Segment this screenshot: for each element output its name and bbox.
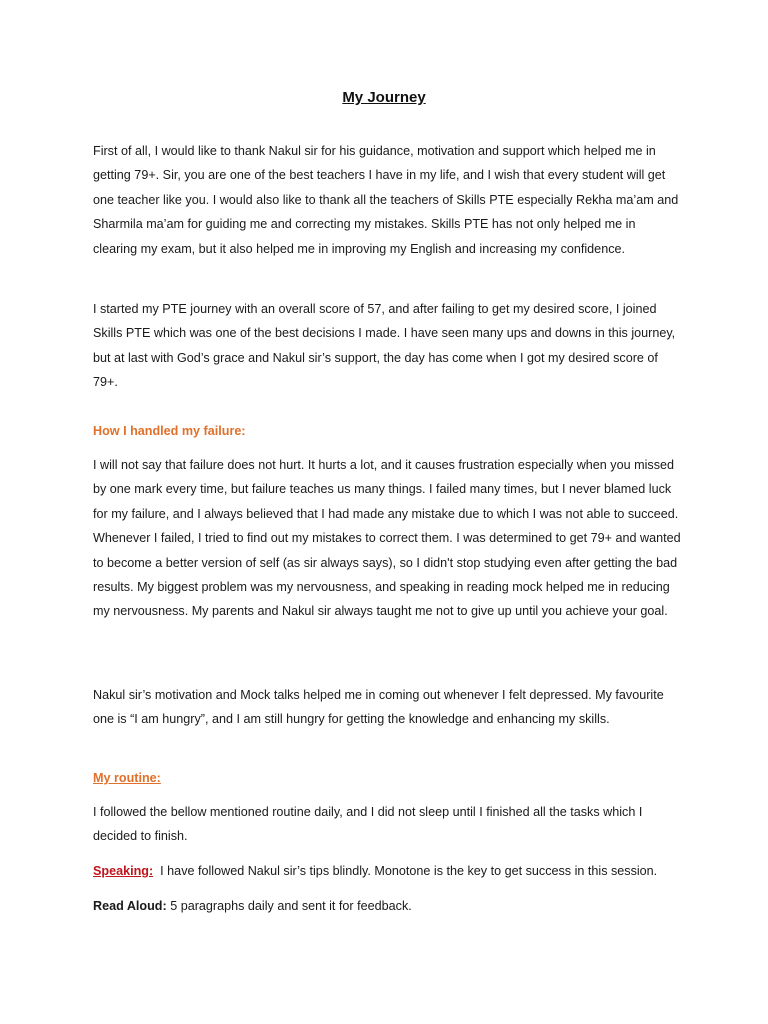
read-aloud-text: 5 paragraphs daily and sent it for feedback. [166, 899, 412, 913]
document-title: My Journey [342, 89, 426, 106]
read-aloud-line [93, 894, 681, 918]
paragraph-journey-start: I started my PTE journey with an overall score of 57, and after failing to get my desired score, I joined Skills PTE which was one of the best decisions I made. I have seen many ups and downs in this journey, but at last with God’s grace and Nakul sir’s support, the day has come when I got my desired score of 79+. [93, 302, 676, 390]
heading-handled-failure: How I handled my failure: [93, 424, 246, 438]
speaking-line [93, 859, 681, 883]
paragraph-motivation: Nakul sir’s motivation and Mock talks helped me in coming out whenever I felt depressed. My favourite one is “I am hungry”, and I am still hungry for getting the knowledge and enhancing my skills. [93, 688, 664, 727]
speaking-text: I have followed Nakul sir’s tips blindly. Monotone is the key to get success in this session. [153, 864, 658, 878]
read-aloud-label: Read Aloud: [93, 899, 167, 913]
paragraph-thanks: First of all, I would like to thank Nakul sir for his guidance, motivation and support which helped me in getting 79+. Sir, you are one of the best teachers I have in my life, and I wish that every student will get one teacher like you. I would also like to thank all the teachers of Skills PTE especially Rekha ma’am and Sharmila ma’am for guiding me and correcting my mistakes. Skills PTE has not only helped me in clearing my exam, but it also helped me in improving my English and increasing my confidence. [93, 144, 679, 256]
paragraph-failure: I will not say that failure does not hurt. It hurts a lot, and it causes frustration especially when you missed by one mark every time, but failure teaches us many things. I failed many times, but I never blamed luck for my failure, and I always believed that I had made any mistake due to which I was not able to succeed. Whenever I failed, I tried to find out my mistakes to correct them. I was determined to get 79+ and wanted to become a better version of self (as sir always says), so I didn't stop studying even after getting the bad results. My biggest problem was my nervousness, and speaking in reading mock helped me in reducing my nervousness. My parents and Nakul sir always taught me not to give up until you achieve your goal. [93, 458, 681, 619]
heading-my-routine: My routine: [93, 771, 161, 785]
paragraph-routine: I followed the bellow mentioned routine daily, and I did not sleep until I finished all the tasks which I decided to finish. [93, 805, 643, 844]
speaking-label: Speaking: [93, 864, 154, 878]
